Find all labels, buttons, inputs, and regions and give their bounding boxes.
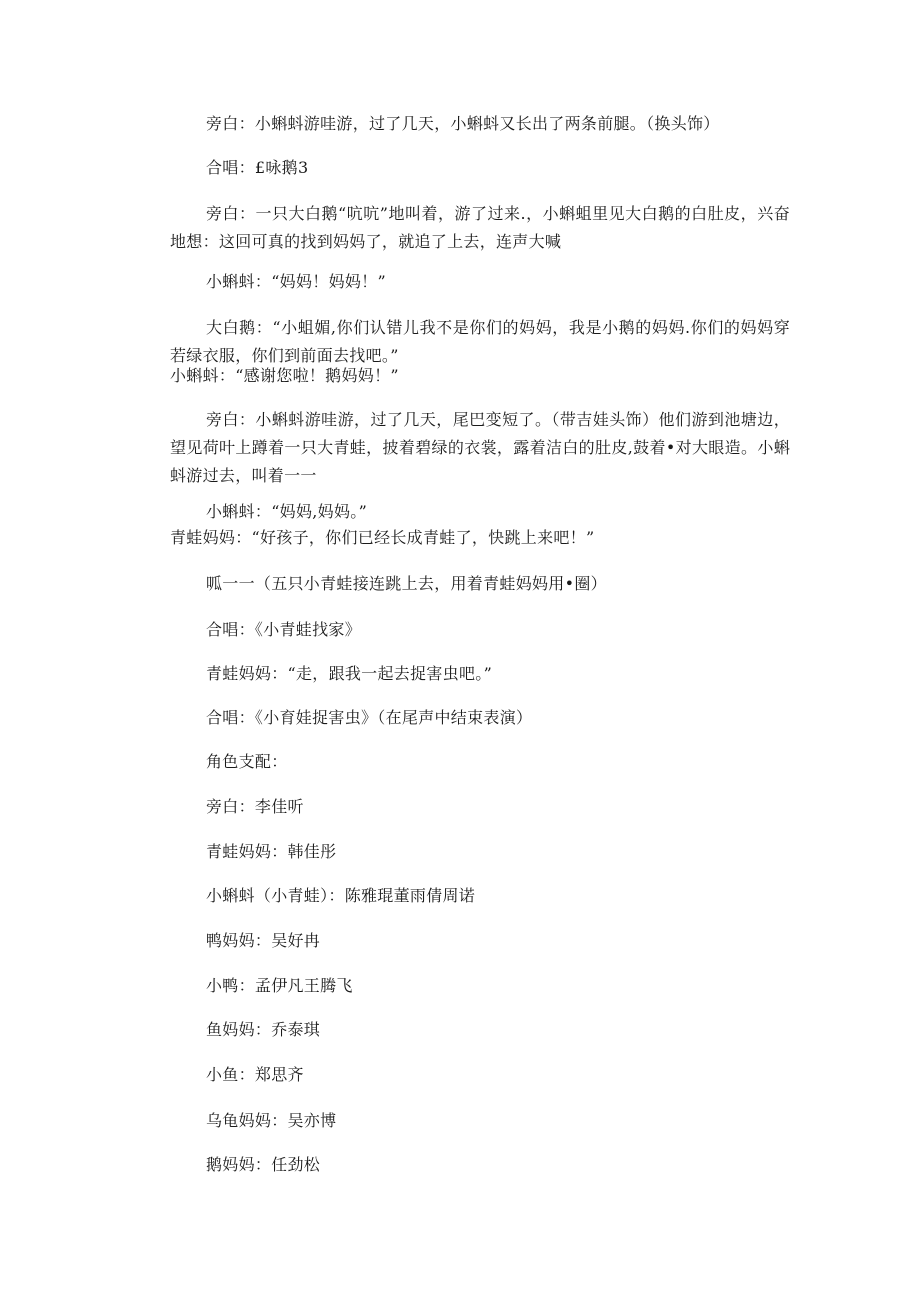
paragraph-chorus-song-goose: 合唱：£咏鹅3 — [206, 158, 309, 177]
cast-item-duck-mother: 鸭妈妈：吴好冉 — [206, 931, 321, 950]
paragraph-narration-white-goose: 旁白：一只大白鹅“吭吭”地叫着，游了过来.，小蝌蛆里见大白鹅的白肚皮，兴奋地想：这回可真的找到妈妈了，就追了上去，连声大喊 — [170, 204, 790, 251]
paragraph-chorus-catch-pests: 合唱：《小育娃捉害虫》（在尾声中结束表演） — [206, 708, 533, 727]
cast-item-frog-mother: 青蛙妈妈：韩佳彤 — [206, 842, 337, 861]
cast-item-turtle-mother: 乌龟妈妈：吴亦博 — [206, 1111, 337, 1130]
cast-heading: 角色支配： — [206, 752, 288, 771]
cast-item-tadpoles: 小蝌蚪（小青蛙）：陈雅琨董雨倩周诺 — [206, 886, 476, 905]
paragraph-chorus-frog-home: 合唱：《小青蛙找家》 — [206, 620, 362, 639]
cast-item-goose-mother: 鹅妈妈：任劲松 — [206, 1155, 321, 1174]
cast-item-fish-mother: 鱼妈妈：乔泰琪 — [206, 1020, 321, 1039]
cast-item-ducklings: 小鸭：孟伊凡王腾飞 — [206, 976, 353, 995]
paragraph-frog-mother-reply: 青蛙妈妈：“好孩子，你们已经长成青蛙了，快跳上来吧！” — [170, 528, 595, 547]
cast-item-little-fish: 小鱼：郑思齐 — [206, 1065, 304, 1084]
paragraph-frog-mother-go: 青蛙妈妈：“走，跟我一起去捉害虫吧。” — [206, 664, 493, 683]
paragraph-tadpole-thanks: 小蝌蚪：“感谢您啦！鹅妈妈！” — [170, 366, 399, 385]
paragraph-goose-reply: 大白鹅：“小蛆媚,你们认错儿我不是你们的妈妈，我是小鹅的妈妈.你们的妈妈穿若绿衣服，你们到前面去找吧。” — [170, 318, 790, 365]
paragraph-frogs-jump: 呱一一（五只小青蛙接连跳上去，用着青蛙妈妈用•圈） — [206, 574, 607, 593]
cast-item-narrator: 旁白：李佳听 — [206, 797, 304, 816]
paragraph-narration-front-legs: 旁白：小蝌蚪游哇游，过了几天，小蝌蚪又长出了两条前腿。（换头饰） — [206, 114, 720, 133]
paragraph-tadpole-mama: 小蝌蚪：“妈妈,妈妈。” — [206, 502, 368, 521]
paragraph-narration-frog: 旁白：小蝌蚪游哇游，过了几天，尾巴变短了。（带吉娃头饰）他们游到池塘边，望见荷叶上蹲着一只大青蛙，披着碧绿的衣裳，露着洁白的肚皮,鼓着•对大眼造。小蝌蚪游过去，叫着一一 — [170, 410, 790, 485]
paragraph-tadpole-call: 小蝌蚪：“妈妈！妈妈！” — [206, 272, 386, 291]
